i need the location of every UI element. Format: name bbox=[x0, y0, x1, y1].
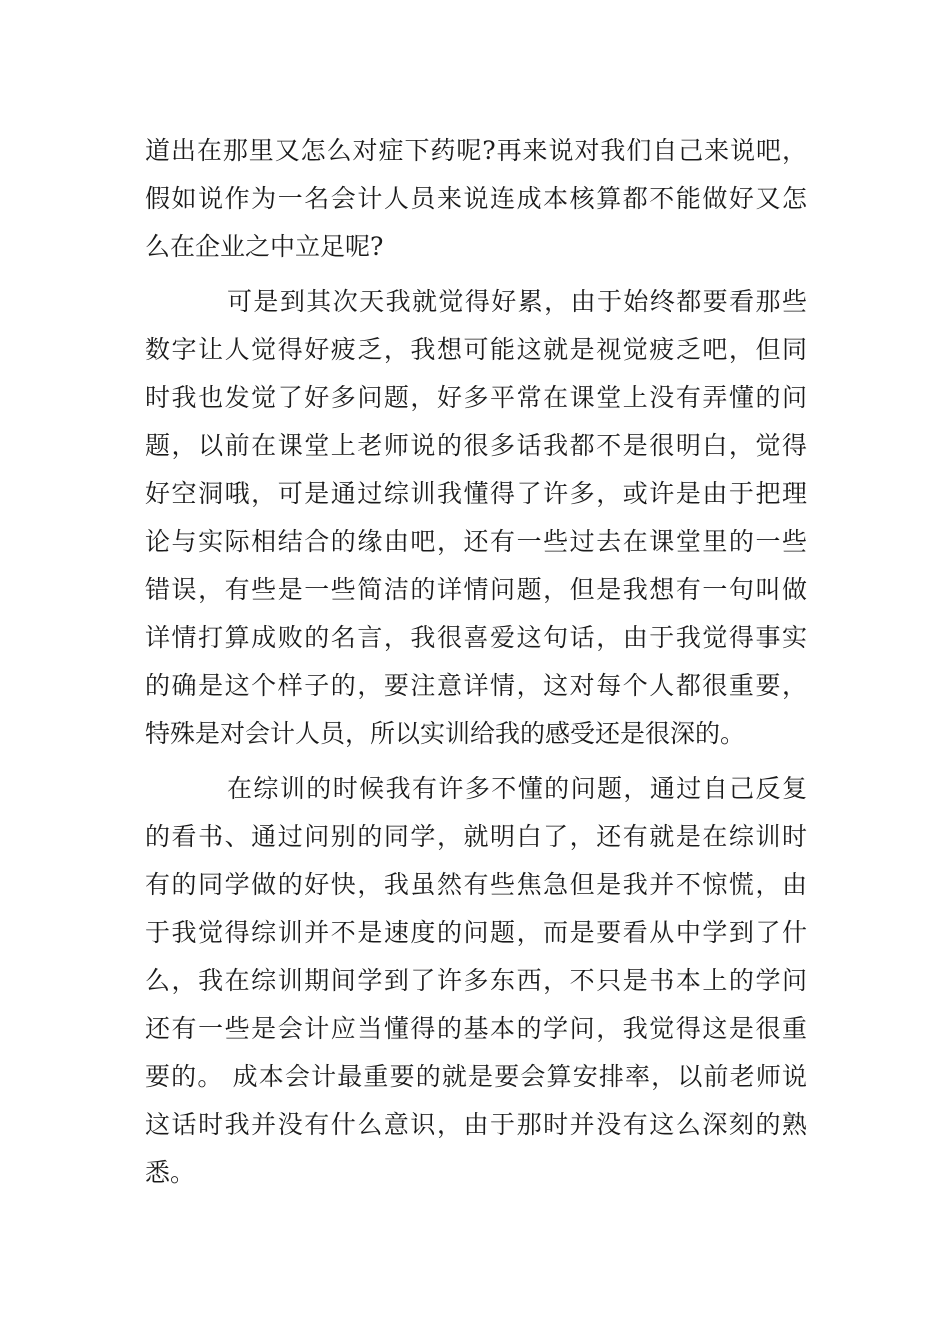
text-line: 有的同学做的好快，我虽然有些焦急但是我并不惊慌，由 bbox=[145, 870, 807, 899]
text-line: 要的。 成本会计最重要的就是要会算安排率，以前老师说 bbox=[145, 1062, 807, 1091]
text-line: 于我觉得综训并不是速度的问题，而是要看从中学到了什 bbox=[145, 918, 807, 947]
text-line: 数字让人觉得好疲乏，我想可能这就是视觉疲乏吧，但同 bbox=[145, 335, 807, 364]
text-line: 可是到其次天我就觉得好累，由于始终都要看那些 bbox=[227, 287, 807, 316]
text-line: 好空洞哦，可是通过综训我懂得了许多，或许是由于把理 bbox=[145, 479, 807, 508]
text-line: 么在企业之中立足呢? bbox=[145, 232, 384, 261]
text-line: 特殊是对会计人员，所以实训给我的感受还是很深的。 bbox=[145, 719, 746, 748]
text-line: 的确是这个样子的，要注意详情，这对每个人都很重要， bbox=[145, 671, 807, 700]
text-line: 在综训的时候我有许多不懂的问题，通过自己反复 bbox=[227, 774, 807, 803]
text-line: 假如说作为一名会计人员来说连成本核算都不能做好又怎 bbox=[145, 184, 807, 213]
text-line: 还有一些是会计应当懂得的基本的学问，我觉得这是很重 bbox=[145, 1014, 807, 1043]
document-body bbox=[145, 127, 807, 1197]
text-line: 这话时我并没有什么意识，由于那时并没有这么深刻的熟 bbox=[145, 1110, 807, 1139]
text-line: 论与实际相结合的缘由吧，还有一些过去在课堂里的一些 bbox=[145, 527, 807, 556]
text-line: 悉。 bbox=[145, 1158, 196, 1187]
paragraph-spacing bbox=[145, 271, 807, 278]
text-line: 详情打算成败的名言，我很喜爱这句话，由于我觉得事实 bbox=[145, 623, 807, 652]
paragraph-1 bbox=[145, 127, 807, 271]
text-line: 道出在那里又怎么对症下药呢?再来说对我们自己来说吧， bbox=[145, 136, 807, 165]
text-line: 时我也发觉了好多问题，好多平常在课堂上没有弄懂的问 bbox=[145, 383, 807, 412]
text-line: 题，以前在课堂上老师说的很多话我都不是很明白，觉得 bbox=[145, 431, 807, 460]
text-line: 么，我在综训期间学到了许多东西，不只是书本上的学问 bbox=[145, 966, 807, 995]
text-line: 错误，有些是一些简洁的详情问题，但是我想有一句叫做 bbox=[145, 575, 807, 604]
paragraph-3 bbox=[145, 765, 807, 1197]
paragraph-spacing bbox=[145, 758, 807, 765]
text-line: 的看书、通过问别的同学，就明白了，还有就是在综训时 bbox=[145, 822, 807, 851]
paragraph-2 bbox=[145, 278, 807, 758]
